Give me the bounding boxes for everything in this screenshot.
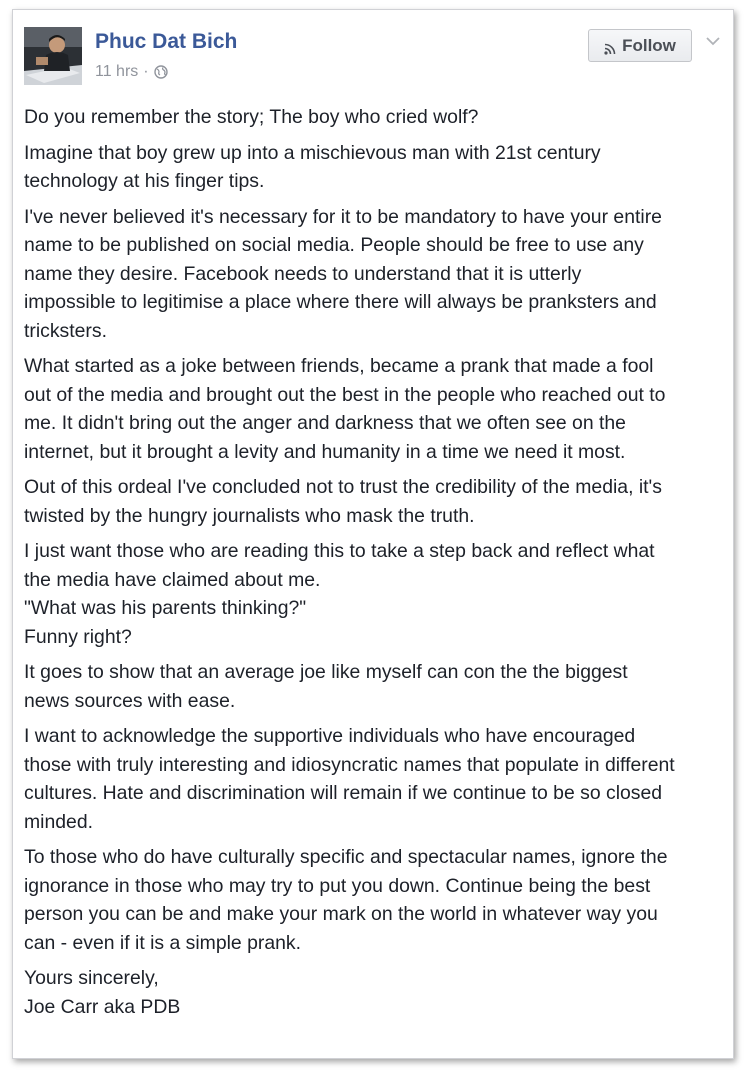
post-text-line: It goes to show that an average joe like myself can con the the biggest <box>24 661 628 683</box>
post-paragraph <box>24 139 724 196</box>
post-text-line: I want to acknowledge the supportive individuals who have encouraged <box>24 725 636 747</box>
post-paragraph <box>24 964 724 1021</box>
post-text-line: "What was his parents thinking?" <box>24 597 307 619</box>
post-card <box>12 9 734 1059</box>
post-text-line: those with truly interesting and idiosyncratic names that populate in different <box>24 753 675 776</box>
post-paragraph <box>24 843 724 957</box>
post-text-line: minded. <box>24 810 93 833</box>
author-name[interactable]: Phuc Dat Bich <box>95 30 238 53</box>
rss-icon <box>604 40 616 52</box>
post-paragraph <box>24 352 724 466</box>
follow-label: Follow <box>622 35 676 55</box>
post-text-line: Joe Carr aka PDB <box>24 995 181 1018</box>
post-text-line: Do you remember the story; The boy who cried wolf? <box>24 106 479 128</box>
post-text-line: impossible to legitimise a place where there will always be pranksters and <box>24 291 657 313</box>
post-timestamp[interactable]: 11 hrs <box>95 63 139 80</box>
post-text-line: Yours sincerely, <box>24 967 159 989</box>
post-text-line: twisted by the hungry journalists who mask the truth. <box>24 504 475 527</box>
post-text-line: What started as a joke between friends, became a prank that made a fool <box>24 355 654 377</box>
post-paragraph <box>24 722 724 836</box>
post-text-line: cultures. Hate and discrimination will remain if we continue to be so closed <box>24 782 663 804</box>
follow-button[interactable] <box>588 29 692 62</box>
post-text-line: tricksters. <box>24 319 107 342</box>
post-paragraph <box>24 103 724 132</box>
post-header <box>13 10 733 90</box>
post-text-line: To those who do have culturally specific and spectacular names, ignore the <box>24 846 668 868</box>
avatar[interactable] <box>24 27 82 85</box>
post-paragraph <box>24 537 724 651</box>
post-paragraph <box>24 658 724 715</box>
post-text-line: can - even if it is a simple prank. <box>24 931 301 954</box>
post-text-line: Out of this ordeal I've concluded not to trust the credibility of the media, it's <box>24 476 662 498</box>
post-text-line: Funny right? <box>24 625 132 648</box>
post-text-line: Imagine that boy grew up into a mischievous man with 21st century <box>24 141 601 164</box>
globe-icon[interactable] <box>154 65 168 79</box>
post-text-line: name to be published on social media. People should be free to use any <box>24 234 644 256</box>
post-text-line: person you can be and make your mark on the world in whatever way you <box>24 903 658 925</box>
post-text-line: name they desire. Facebook needs to understand that it is utterly <box>24 262 582 285</box>
post-text-line: news sources with ease. <box>24 689 236 712</box>
post-meta <box>95 63 168 81</box>
post-text-line: internet, but it brought a levity and humanity in a time we need it most. <box>24 440 626 463</box>
post-text-line: ignorance in those who may try to put you down. Continue being the best <box>24 874 651 897</box>
meta-separator: · <box>143 63 149 80</box>
post-body <box>24 103 724 1028</box>
post-text-line: I've never believed it's necessary for it to be mandatory to have your entire <box>24 205 662 228</box>
post-text-line: me. It didn't bring out the anger and darkness that we often see on the <box>24 412 626 434</box>
avatar-image <box>24 27 82 85</box>
chevron-down-icon[interactable] <box>705 34 721 46</box>
post-paragraph <box>24 203 724 346</box>
post-text-line: technology at his finger tips. <box>24 170 265 192</box>
post-text-line: out of the media and brought out the best in the people who reached out to <box>24 383 666 406</box>
post-text-line: the media have claimed about me. <box>24 568 321 591</box>
post-text-line: I just want those who are reading this to take a step back and reflect what <box>24 540 655 562</box>
post-paragraph <box>24 473 724 530</box>
